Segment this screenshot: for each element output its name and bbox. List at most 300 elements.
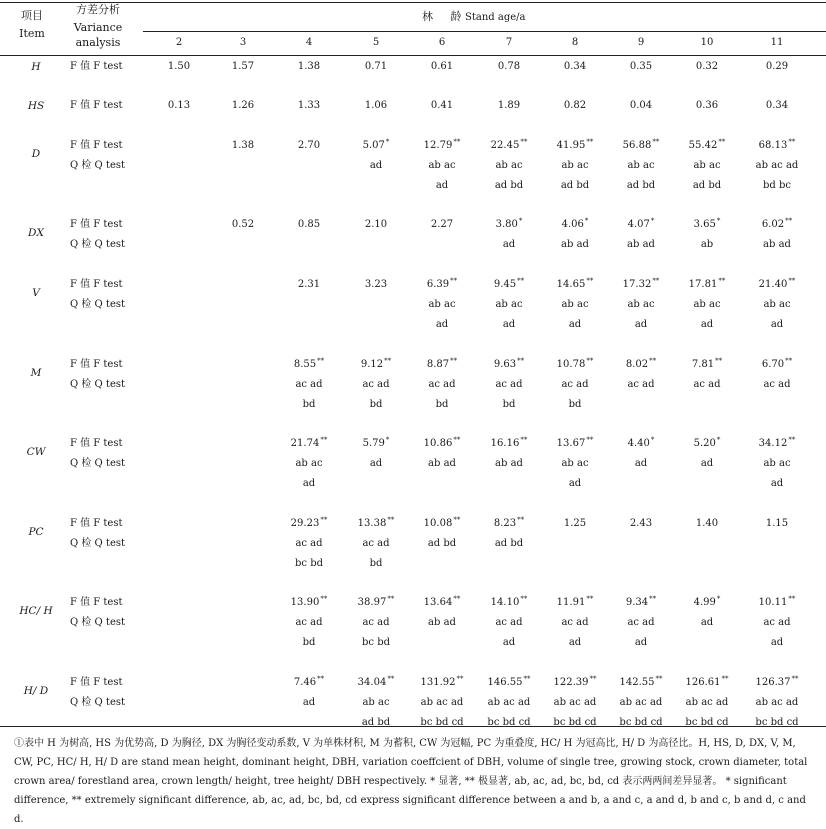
f-value: 2.31 xyxy=(297,279,321,290)
q-test-label: Q 检 Q test xyxy=(70,617,126,628)
f-value: 55.42 xyxy=(688,140,718,151)
q-groups-line2: bd xyxy=(435,399,449,410)
q-groups-line2: bd xyxy=(369,558,383,569)
f-value: 9.45 xyxy=(493,279,517,290)
header-variance-en2: analysis xyxy=(75,36,121,49)
header-stand-age-zh: 林 龄 xyxy=(422,10,462,23)
significance-mark: ** xyxy=(586,357,594,365)
q-groups-line1: ab ad xyxy=(495,458,523,469)
significance-mark: ** xyxy=(320,436,328,444)
f-value: 6.70 xyxy=(761,359,785,370)
f-value-cell xyxy=(488,677,531,689)
q-groups-line1: ab ac xyxy=(763,299,791,310)
f-value-cell xyxy=(294,677,324,689)
q-groups-line2: bd bc xyxy=(763,180,791,191)
significance-mark: ** xyxy=(589,675,597,683)
row-item-label: CW xyxy=(26,446,46,458)
f-value-cell xyxy=(557,279,594,291)
f-value-cell xyxy=(759,140,796,152)
f-value: 68.13 xyxy=(758,140,788,151)
f-value: 1.38 xyxy=(231,140,255,151)
q-test-label: Q 检 Q test xyxy=(70,538,126,549)
f-value: 0.34 xyxy=(765,100,789,111)
q-groups-line2: ad xyxy=(634,319,648,330)
q-groups-line2: bc bd cd xyxy=(420,717,464,728)
q-groups-line1: ad xyxy=(700,617,714,628)
significance-mark: ** xyxy=(649,357,657,365)
f-value-cell xyxy=(298,100,320,112)
f-value: 0.32 xyxy=(695,61,719,72)
f-value-cell xyxy=(628,219,655,231)
q-groups-line2: bc bd cd xyxy=(553,717,597,728)
q-test-label: Q 检 Q test xyxy=(70,299,126,310)
f-value: 0.52 xyxy=(231,219,255,230)
f-value: 122.39 xyxy=(553,677,589,688)
q-groups-line2: ad xyxy=(502,637,516,648)
f-value-cell xyxy=(766,61,788,73)
f-value: 5.07 xyxy=(362,140,385,151)
f-value-cell xyxy=(630,518,652,530)
q-groups-line1: ad xyxy=(369,160,383,171)
header-stand-age xyxy=(422,11,525,24)
f-value: 7.81 xyxy=(691,359,715,370)
q-groups-line1: ac ad xyxy=(627,617,655,628)
f-value-cell xyxy=(696,61,718,73)
f-value-cell xyxy=(294,359,324,371)
age-header-8: 8 xyxy=(571,37,579,48)
significance-mark: ** xyxy=(453,595,461,603)
f-value-cell xyxy=(431,61,453,73)
q-groups-line2: ad xyxy=(435,180,449,191)
f-value: 0.85 xyxy=(297,219,321,230)
f-value: 4.40 xyxy=(627,438,650,449)
f-value: 0.82 xyxy=(563,100,587,111)
q-test-label: Q 检 Q test xyxy=(70,458,126,469)
f-value-cell xyxy=(762,219,792,231)
f-value-cell xyxy=(564,100,586,112)
q-groups-line1: ab ac ad xyxy=(755,697,799,708)
q-groups-line2: bc bd xyxy=(295,558,323,569)
q-groups-line2: ad bd xyxy=(560,180,590,191)
f-value: 12.79 xyxy=(423,140,453,151)
f-value: 10.86 xyxy=(423,438,453,449)
significance-mark: * xyxy=(716,436,721,444)
f-value: 0.71 xyxy=(364,61,388,72)
significance-mark: ** xyxy=(320,595,328,603)
q-groups-line1: ab ad xyxy=(428,617,456,628)
q-groups-line2: ad xyxy=(435,319,449,330)
q-groups-line1: ab ac xyxy=(428,299,456,310)
f-value: 0.41 xyxy=(430,100,454,111)
significance-mark: ** xyxy=(387,516,395,524)
f-value-cell xyxy=(421,677,464,689)
f-value: 29.23 xyxy=(290,518,320,529)
f-value: 41.95 xyxy=(556,140,586,151)
f-value: 1.38 xyxy=(297,61,321,72)
f-value-cell xyxy=(298,61,320,73)
f-value: 0.35 xyxy=(629,61,653,72)
f-value: 6.39 xyxy=(426,279,450,290)
age-subheader-rule xyxy=(143,31,826,32)
f-value-cell xyxy=(298,279,320,291)
f-value: 0.36 xyxy=(695,100,719,111)
significance-mark: ** xyxy=(586,436,594,444)
q-groups-line1: ab ac ad xyxy=(619,697,663,708)
q-groups-line2: bd xyxy=(369,399,383,410)
q-groups-line1: ac ad xyxy=(495,617,523,628)
f-value: 17.81 xyxy=(688,279,718,290)
f-value-cell xyxy=(498,61,520,73)
f-test-label: F 值 F test xyxy=(70,61,123,72)
f-value-cell xyxy=(557,359,594,371)
f-value: 126.37 xyxy=(755,677,791,688)
f-value-cell xyxy=(424,518,461,530)
f-value: 22.45 xyxy=(490,140,520,151)
q-groups-line2: bc bd cd xyxy=(619,717,663,728)
f-value: 16.16 xyxy=(490,438,520,449)
q-groups-line2: ad bd xyxy=(692,180,722,191)
f-value-cell xyxy=(498,100,520,112)
significance-mark: ** xyxy=(453,516,461,524)
f-value-cell xyxy=(759,438,796,450)
f-value-cell xyxy=(766,518,788,530)
header-variance-zh: 方差分析 xyxy=(76,3,120,16)
f-test-label: F 值 F test xyxy=(70,219,123,230)
significance-mark: ** xyxy=(791,675,799,683)
significance-mark: ** xyxy=(718,277,726,285)
q-groups-line1: ab ac xyxy=(495,299,523,310)
q-groups-line1: ab ac ad xyxy=(420,697,464,708)
f-value: 10.08 xyxy=(423,518,453,529)
significance-mark: ** xyxy=(586,595,594,603)
q-groups-line2: ad xyxy=(568,478,582,489)
q-groups-line1: ab ac xyxy=(362,697,390,708)
f-value-cell xyxy=(630,61,652,73)
f-value: 3.23 xyxy=(364,279,388,290)
f-value-cell xyxy=(762,359,792,371)
f-value: 3.65 xyxy=(693,219,716,230)
f-value: 14.65 xyxy=(556,279,586,290)
age-header-2: 2 xyxy=(175,37,183,48)
f-value-cell xyxy=(623,140,660,152)
q-groups-line2: bd xyxy=(568,399,582,410)
f-test-label: F 值 F test xyxy=(70,279,123,290)
f-value: 4.99 xyxy=(693,597,716,608)
age-header-11: 11 xyxy=(770,37,784,48)
significance-mark: ** xyxy=(520,138,528,146)
significance-mark: ** xyxy=(520,595,528,603)
f-value: 2.70 xyxy=(297,140,321,151)
top-rule xyxy=(0,2,826,3)
f-value: 8.02 xyxy=(625,359,649,370)
f-value: 21.74 xyxy=(290,438,320,449)
q-groups-line2: ad xyxy=(568,637,582,648)
significance-mark: ** xyxy=(788,138,796,146)
significance-mark: ** xyxy=(387,595,395,603)
significance-mark: ** xyxy=(785,217,793,225)
f-value: 1.33 xyxy=(297,100,321,111)
q-groups-line2: ad xyxy=(302,478,316,489)
f-value: 0.78 xyxy=(497,61,521,72)
q-groups-line2: ad xyxy=(770,319,784,330)
q-groups-line1: ab ac xyxy=(561,160,589,171)
header-variance-en1: Variance xyxy=(73,21,123,34)
significance-mark: * xyxy=(584,217,589,225)
significance-mark: ** xyxy=(384,357,392,365)
f-value: 0.04 xyxy=(629,100,653,111)
f-value: 9.63 xyxy=(493,359,517,370)
age-header-9: 9 xyxy=(637,37,645,48)
f-value: 9.12 xyxy=(360,359,384,370)
f-value-cell xyxy=(694,597,721,609)
q-groups-line2: ad bd xyxy=(361,717,391,728)
q-groups-line1: ac ad xyxy=(295,538,323,549)
row-item-label: H xyxy=(31,61,41,73)
age-header-5: 5 xyxy=(372,37,380,48)
f-value-cell xyxy=(692,359,722,371)
f-value: 0.34 xyxy=(563,61,587,72)
f-value-cell xyxy=(424,438,461,450)
f-value: 6.02 xyxy=(761,219,785,230)
q-groups-line1: ab ac xyxy=(693,160,721,171)
f-value-cell xyxy=(491,140,528,152)
q-groups-line1: ab ad xyxy=(763,239,791,250)
significance-mark: ** xyxy=(788,595,796,603)
f-value: 1.26 xyxy=(231,100,255,111)
f-value-cell xyxy=(232,140,254,152)
f-value-cell xyxy=(363,438,390,450)
f-value: 1.15 xyxy=(765,518,789,529)
q-groups-line1: ab ac xyxy=(627,160,655,171)
q-groups-line1: ad xyxy=(302,697,316,708)
significance-mark: * xyxy=(385,138,390,146)
q-groups-line1: ab ac xyxy=(495,160,523,171)
header-item-en: Item xyxy=(19,27,45,40)
f-value-cell xyxy=(358,677,395,689)
q-groups-line1: ab ac xyxy=(627,299,655,310)
f-value-cell xyxy=(626,359,656,371)
significance-mark: ** xyxy=(387,675,395,683)
f-value-cell xyxy=(361,359,391,371)
f-value: 10.78 xyxy=(556,359,586,370)
f-value: 126.61 xyxy=(685,677,721,688)
f-test-label: F 值 F test xyxy=(70,359,123,370)
q-groups-line2: ad xyxy=(634,637,648,648)
f-value: 21.40 xyxy=(758,279,788,290)
significance-mark: * xyxy=(650,217,655,225)
row-item-label: HC/ H xyxy=(19,605,53,617)
f-value-cell xyxy=(291,597,328,609)
significance-mark: * xyxy=(650,436,655,444)
q-groups-line1: ab ad xyxy=(627,239,655,250)
f-value-cell xyxy=(358,518,395,530)
significance-mark: ** xyxy=(649,595,657,603)
f-value: 8.87 xyxy=(426,359,450,370)
header-item-zh: 项目 xyxy=(21,9,43,22)
significance-mark: ** xyxy=(788,277,796,285)
significance-mark: * xyxy=(716,595,721,603)
age-header-7: 7 xyxy=(505,37,513,48)
f-value-cell xyxy=(689,140,726,152)
f-value-cell xyxy=(365,61,387,73)
header-bottom-rule xyxy=(0,55,826,56)
q-groups-line1: ab ac xyxy=(693,299,721,310)
significance-mark: ** xyxy=(788,436,796,444)
f-value-cell xyxy=(365,279,387,291)
f-value-cell xyxy=(365,100,387,112)
f-value-cell xyxy=(496,219,523,231)
f-value-cell xyxy=(298,219,320,231)
q-groups-line1: ab ac xyxy=(561,299,589,310)
q-groups-line2: ad xyxy=(770,637,784,648)
q-groups-line2: bd xyxy=(502,399,516,410)
f-value-cell xyxy=(756,677,799,689)
q-groups-line1: ad bd xyxy=(494,538,524,549)
row-item-label: DX xyxy=(28,227,44,239)
q-groups-line1: ab ad xyxy=(428,458,456,469)
f-value-cell xyxy=(291,438,328,450)
f-value-cell xyxy=(494,279,524,291)
q-groups-line1: ab ac xyxy=(561,458,589,469)
f-test-label: F 值 F test xyxy=(70,677,123,688)
f-test-label: F 值 F test xyxy=(70,518,123,529)
significance-mark: ** xyxy=(317,675,325,683)
f-value: 5.20 xyxy=(693,438,716,449)
significance-mark: ** xyxy=(655,675,663,683)
significance-mark: ** xyxy=(715,357,723,365)
f-value: 0.13 xyxy=(167,100,191,111)
q-groups-line1: ab xyxy=(700,239,714,250)
f-value: 2.27 xyxy=(430,219,454,230)
f-value-cell xyxy=(696,518,718,530)
f-value-cell xyxy=(427,279,457,291)
q-groups-line1: ac ad xyxy=(627,379,655,390)
q-groups-line1: ac ad xyxy=(763,617,791,628)
f-value: 1.06 xyxy=(364,100,388,111)
q-groups-line1: ad xyxy=(369,458,383,469)
f-value-cell xyxy=(623,279,660,291)
f-test-label: F 值 F test xyxy=(70,438,123,449)
row-item-label: D xyxy=(31,148,41,160)
significance-mark: ** xyxy=(586,277,594,285)
f-value: 1.50 xyxy=(167,61,191,72)
age-header-10: 10 xyxy=(700,37,714,48)
f-value-cell xyxy=(365,219,387,231)
significance-mark: ** xyxy=(517,516,525,524)
significance-mark: ** xyxy=(453,138,461,146)
f-value: 3.80 xyxy=(495,219,518,230)
f-value-cell xyxy=(168,100,190,112)
q-groups-line1: ac ad xyxy=(362,538,390,549)
f-value-cell xyxy=(491,438,528,450)
f-value-cell xyxy=(564,61,586,73)
q-test-label: Q 检 Q test xyxy=(70,160,126,171)
q-groups-line2: bc bd cd xyxy=(487,717,531,728)
q-groups-line1: ac ad xyxy=(495,379,523,390)
f-value-cell xyxy=(562,219,589,231)
age-header-3: 3 xyxy=(239,37,247,48)
q-groups-line1: ad xyxy=(502,239,516,250)
f-value-cell xyxy=(424,140,461,152)
q-groups-line1: ab ac ad xyxy=(755,160,799,171)
significance-mark: ** xyxy=(652,138,660,146)
significance-mark: ** xyxy=(785,357,793,365)
f-value: 131.92 xyxy=(420,677,456,688)
significance-mark: * xyxy=(518,217,523,225)
f-value: 2.43 xyxy=(629,518,653,529)
f-value-cell xyxy=(564,518,586,530)
significance-mark: ** xyxy=(652,277,660,285)
f-value-cell xyxy=(494,359,524,371)
row-item-label: H/ D xyxy=(23,685,49,697)
f-value: 142.55 xyxy=(619,677,655,688)
q-groups-line1: ac ad xyxy=(763,379,791,390)
f-value-cell xyxy=(630,100,652,112)
f-value: 14.10 xyxy=(490,597,520,608)
f-value: 17.32 xyxy=(622,279,652,290)
q-groups-line2: bc bd cd xyxy=(685,717,729,728)
f-test-label: F 值 F test xyxy=(70,597,123,608)
q-groups-line1: ac ad xyxy=(561,379,589,390)
q-groups-line2: ad xyxy=(770,478,784,489)
q-test-label: Q 检 Q test xyxy=(70,379,126,390)
q-groups-line1: ab ac xyxy=(295,458,323,469)
significance-mark: ** xyxy=(517,277,525,285)
q-groups-line1: ac ad xyxy=(362,379,390,390)
f-value: 8.23 xyxy=(493,518,517,529)
f-value-cell xyxy=(696,100,718,112)
f-value-cell xyxy=(363,140,390,152)
f-value-cell xyxy=(759,597,796,609)
f-value-cell xyxy=(686,677,729,689)
f-value: 8.55 xyxy=(293,359,317,370)
age-header-6: 6 xyxy=(438,37,446,48)
f-value-cell xyxy=(694,438,721,450)
f-value: 146.55 xyxy=(487,677,523,688)
significance-mark: ** xyxy=(517,357,525,365)
f-value-cell xyxy=(557,438,594,450)
f-value: 34.12 xyxy=(758,438,788,449)
significance-mark: ** xyxy=(523,675,531,683)
f-value-cell xyxy=(424,597,461,609)
f-value: 1.57 xyxy=(231,61,255,72)
q-groups-line1: ab ac xyxy=(428,160,456,171)
significance-mark: ** xyxy=(450,277,458,285)
q-test-label: Q 检 Q test xyxy=(70,697,126,708)
f-value-cell xyxy=(427,359,457,371)
q-groups-line2: ad xyxy=(568,319,582,330)
q-groups-line1: ab ac ad xyxy=(553,697,597,708)
table-footnote: ①表中 H 为树高, HS 为优势高, D 为胸径, DX 为胸径变动系数, V 为单株材积, M 为蓄积, CW 为冠幅, PC 为重叠度, HC/ H 为冠高比, H/ D 为高径比。H, HS, D, DX, V, M, CW, PC, HC/ H, H/ D are stand mean height, dominant height, DBH, variation coeffcient of DBH, volume of single tree, growing stock, crown diameter, total crown area/ forestland area, crown length/ height, tree height/ DBH respectively. * 显著, ** 极显著, ab, ac, ad, bc, bd, cd 表示两两间差异显著。 * significant difference, ** extremely significant difference, ab, ac, ad, bc, bd, cd express significant difference between a and b, a and c, a and d, b and c, b and d, c and d. xyxy=(14,738,808,825)
f-value: 1.89 xyxy=(497,100,521,111)
f-value: 13.38 xyxy=(357,518,387,529)
f-value-cell xyxy=(358,597,395,609)
q-groups-line2: ad bd xyxy=(494,180,524,191)
significance-mark: * xyxy=(716,217,721,225)
f-value: 1.25 xyxy=(563,518,587,529)
f-value-cell xyxy=(689,279,726,291)
q-groups-line2: ad bd xyxy=(626,180,656,191)
f-value-cell xyxy=(291,518,328,530)
f-value: 13.64 xyxy=(423,597,453,608)
q-test-label: Q 检 Q test xyxy=(70,239,126,250)
significance-mark: ** xyxy=(317,357,325,365)
f-value: 11.91 xyxy=(556,597,586,608)
f-value-cell xyxy=(232,100,254,112)
f-value: 56.88 xyxy=(622,140,652,151)
q-groups-line1: ad xyxy=(700,458,714,469)
q-groups-line2: bc bd cd xyxy=(755,717,799,728)
